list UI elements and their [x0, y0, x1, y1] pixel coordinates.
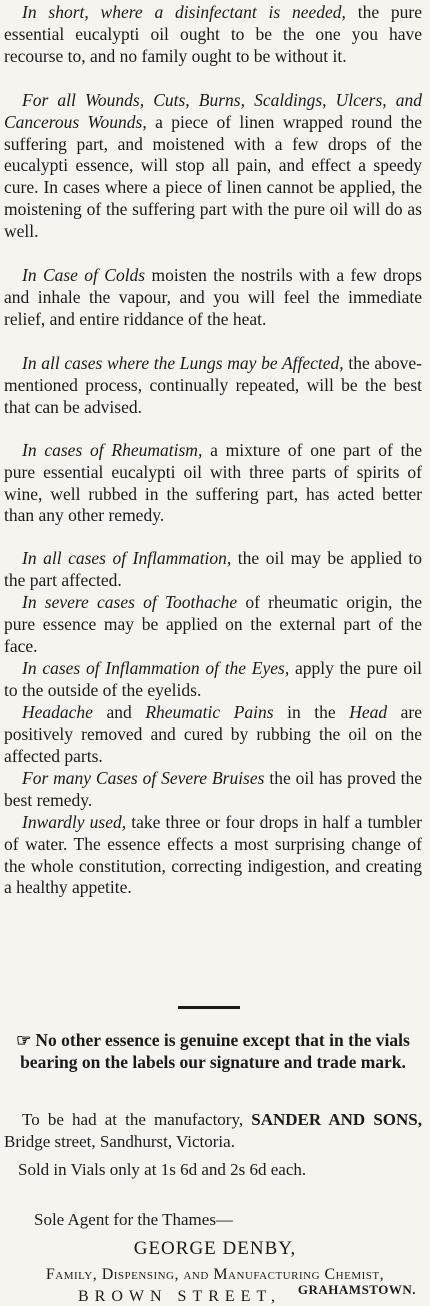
paragraph-lead: Rheumatic Pains: [145, 702, 274, 722]
paragraph-lead: Inwardly used,: [22, 812, 127, 832]
manufactory-firm: SANDER AND SONS,: [251, 1110, 422, 1129]
paragraph-lead: In all cases of Inflammation,: [22, 548, 232, 568]
paragraph-rheumatism: [4, 440, 422, 527]
paragraph-lungs: [4, 353, 422, 418]
agent-name: GEORGE DENBY,: [133, 1238, 297, 1259]
paragraph-lead: In all cases where the Lungs may be Affected,: [22, 353, 344, 373]
paragraph-lead: Head: [349, 702, 388, 722]
paragraph-lead: In cases of Rheumatism,: [22, 440, 203, 460]
agent-line: Sole Agent for the Thames—: [34, 1210, 233, 1229]
paragraph-lead: For all Wounds, Cuts, Burns, Scaldings, Ulcers, and Cancerous Wounds,: [4, 90, 422, 132]
paragraph-body: apply the pure oil to the outside of the eyelids.: [4, 658, 422, 700]
paragraph-lead: In short, where a disinfectant is needed,: [22, 2, 346, 22]
paragraph-body: the above-mentioned process, continually repeated, will be the best that can be advised.: [4, 353, 423, 417]
paragraph-lead: In Case of Colds: [22, 265, 146, 285]
paragraph-bruises: [4, 768, 422, 812]
paragraph-lead: Headache: [22, 702, 93, 722]
paragraph-body: moisten the nostrils with a few drops and inhale the vapour, and you will feel the immediate relief, and entire riddance of the heat.: [4, 265, 422, 329]
paragraph-body: the oil has proved the best remedy.: [4, 768, 422, 810]
paragraph-inflammation: [4, 548, 422, 592]
paragraph-inwardly: [4, 812, 422, 899]
agent-street: BROWN STREET,: [78, 1288, 282, 1305]
pointing-hand-icon: ☞: [16, 1031, 32, 1050]
paragraph-body: of rheumatic origin, the pure essence may be applied on the external part of the face.: [4, 592, 422, 656]
manufactory-line: [4, 1109, 422, 1152]
paragraph-wounds: [4, 90, 422, 243]
paragraph-lead: In cases of Inflammation of the Eyes,: [22, 658, 290, 678]
price-line: Sold in Vials only at 1s 6d and 2s 6d each.: [18, 1160, 307, 1179]
agent-title: Family, Dispensing, and Manufacturing Chemist,: [45, 1266, 385, 1283]
paragraph-body: the pure essential eucalypti oil ought to be the one you have recourse to, and no family ought to be without it.: [4, 2, 422, 66]
paragraph-toothache: [4, 592, 422, 657]
paragraph-disinfectant: [4, 2, 422, 67]
section-divider: [178, 1006, 240, 1009]
paragraph-body: a mixture of one part of the pure essential eucalypti oil with three parts of spirits of wine, well rubbed in the suffering part, has acted better than any other remedy.: [4, 440, 422, 526]
paragraph-joiner: and: [92, 702, 146, 722]
agent-town: GRAHAMSTOWN.: [297, 1282, 416, 1297]
paragraph-lead: For many Cases of Severe Bruises: [22, 768, 265, 788]
paragraph-headache: [4, 702, 422, 767]
genuine-notice: [4, 1030, 422, 1074]
paragraph-body: the oil may be applied to the part affected.: [4, 548, 422, 590]
notice-text: No other essence is genuine except that in the vials bearing on the labels our signature and trade mark.: [20, 1030, 410, 1072]
paragraph-body: take three or four drops in half a tumbler of water. The essence effects a most surprising change of the whole constitution, correcting indigestion, and creating a healthy appetite.: [4, 812, 422, 898]
paragraph-body: a piece of linen wrapped round the suffering part, and moistened with a few drops of the eucalypti essence, will stop all pain, and effect a speedy cure. In cases where a piece of linen cannot be applied, the moistening of the suffering part with the pure oil will do as well.: [4, 111, 422, 241]
paragraph-body: are positively removed and cured by rubbing the oil on the affected parts.: [4, 702, 422, 766]
paragraph-lead: In severe cases of Toothache: [22, 592, 238, 612]
manufactory-prefix: To be had at the manufactory,: [22, 1110, 252, 1129]
manufactory-address: Bridge street, Sandhurst, Victoria.: [4, 1131, 235, 1151]
paragraph-joiner: in the: [273, 702, 350, 722]
paragraph-colds: [4, 265, 422, 330]
paragraph-eyes: [4, 658, 422, 702]
